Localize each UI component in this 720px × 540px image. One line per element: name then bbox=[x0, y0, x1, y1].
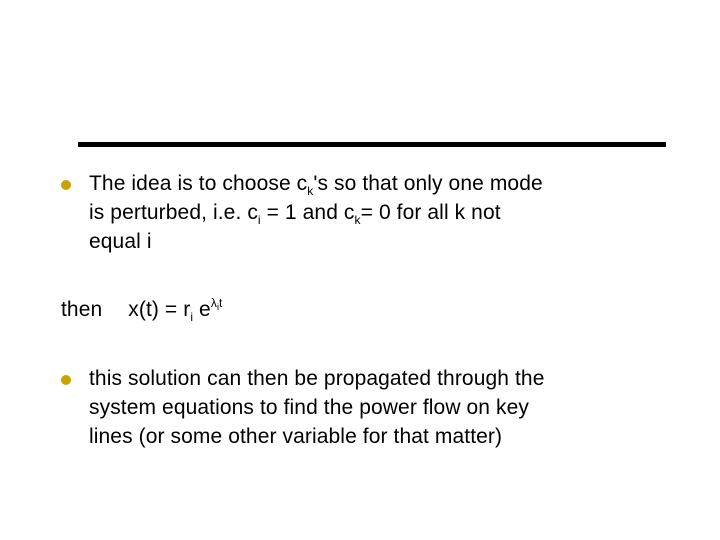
bullet-2-text bbox=[89, 364, 544, 451]
text-segment: The idea is to choose c bbox=[89, 172, 308, 195]
bullet-2-line-2: system equations to find the power flow on key bbox=[89, 396, 530, 419]
bullet-1-text bbox=[89, 169, 543, 256]
title-divider-rule bbox=[78, 142, 666, 147]
text-segment: = 0 for all k not bbox=[360, 201, 501, 224]
equation-line bbox=[61, 295, 222, 324]
bullet-1-line-3 bbox=[89, 227, 543, 256]
equation-lhs: x(t) = r bbox=[128, 298, 191, 321]
bullet-2-line-1: this solution can then be propagated through the bbox=[89, 367, 545, 390]
equation-then-word: then bbox=[61, 298, 103, 321]
equation-exponential-base: e bbox=[193, 298, 211, 321]
text-segment: equal i bbox=[89, 230, 152, 253]
exponent-t: t bbox=[219, 296, 223, 310]
text-segment: = 1 and c bbox=[260, 201, 355, 224]
bullet-1-line-1 bbox=[89, 169, 543, 198]
lambda-symbol: λ bbox=[210, 296, 217, 310]
subscript-k: k bbox=[307, 184, 314, 198]
bullet-1-line-2 bbox=[89, 198, 543, 227]
subscript-i: i bbox=[257, 213, 261, 227]
bullet-2-line-3: lines (or some other variable for that matter) bbox=[89, 425, 503, 448]
text-segment: is perturbed, i.e. c bbox=[89, 201, 258, 224]
exponent-subscript-i: i bbox=[216, 302, 220, 312]
equation-exponent bbox=[211, 296, 223, 310]
subscript-i: i bbox=[190, 310, 194, 324]
bullet-dot-icon bbox=[61, 180, 71, 190]
subscript-k: k bbox=[354, 213, 361, 227]
text-segment: 's so that only one mode bbox=[313, 172, 543, 195]
bullet-dot-icon bbox=[61, 375, 71, 385]
